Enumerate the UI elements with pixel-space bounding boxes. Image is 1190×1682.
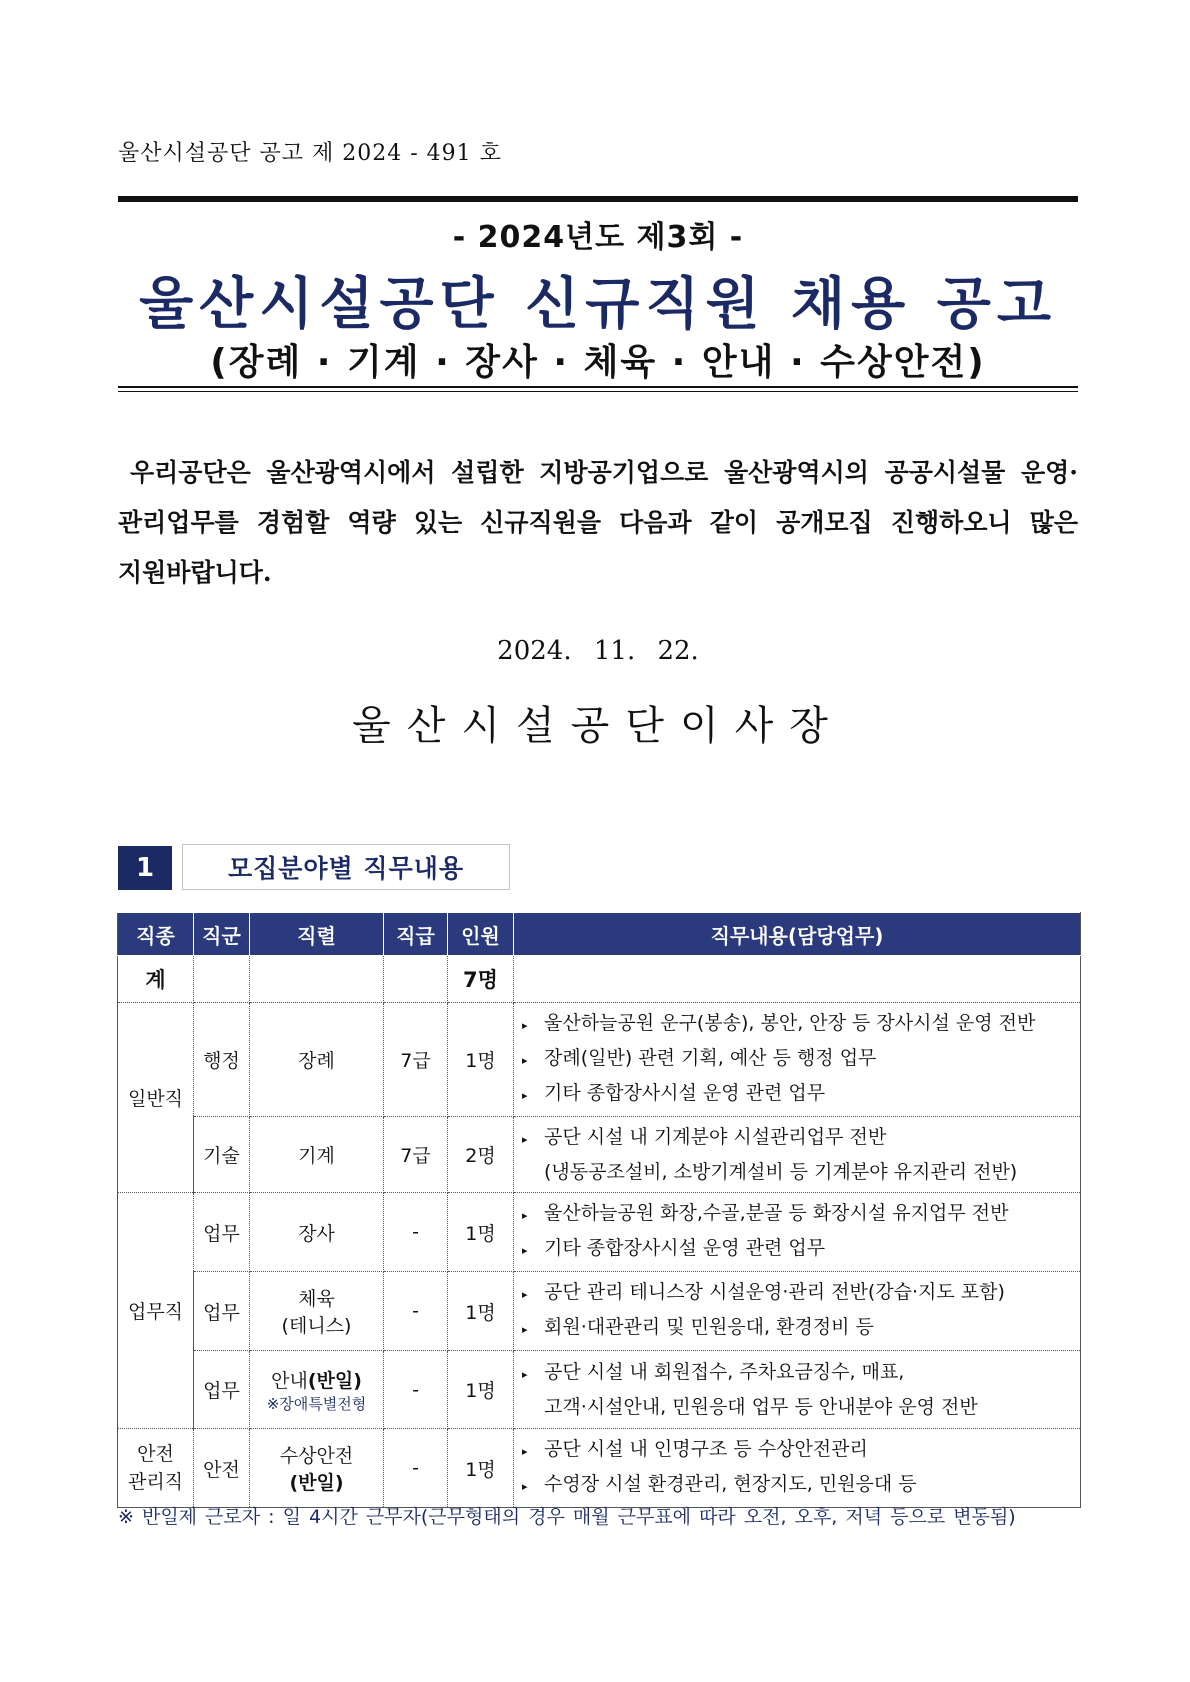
duty-item: ▸ 공단 시설 내 기계분야 시설관리업무 전반 [522, 1121, 1076, 1156]
duty-item: ▸ 기타 종합장사시설 운영 관련 업무 [522, 1077, 1076, 1112]
title-rule [118, 386, 1078, 388]
series-sub: (테니스) [281, 1315, 352, 1337]
job-series-cell: 기계 [250, 1117, 384, 1193]
duty-continuation: 고객·시설안내, 민원응대 업무 등 안내분야 운영 전반 [544, 1396, 978, 1418]
job-series-cell [250, 1272, 384, 1351]
intro-paragraph: 우리공단은 울산광역시에서 설립한 지방공기업으로 울산광역시의 공공시설물 운영·관리업무를 경험할 역량 있는 신규직원을 다음과 같이 공개모집 진행하오니 많은 지원바랍니다. [118, 458, 1078, 587]
table-header-row [118, 913, 1081, 956]
duty-item: ▸ 울산하늘공원 화장,수골,분골 등 화장시설 유지업무 전반 [522, 1197, 1076, 1232]
job-type-cell: 일반직 [118, 1003, 194, 1193]
duty-item: ▸ 장례(일반) 관련 기획, 예산 등 행정 업무 [522, 1042, 1076, 1077]
recruitment-fields: (장례 · 기계 · 장사 · 체육 · 안내 · 수상안전) [210, 342, 986, 383]
table-row [118, 1117, 1081, 1193]
series-note: ※장애특별전형 [266, 1394, 367, 1413]
job-table [117, 912, 1081, 1508]
headcount-cell: 1명 [448, 1351, 514, 1429]
duty-item: ▸ 공단 관리 테니스장 시설운영·관리 전반(강습·지도 포함) [522, 1276, 1076, 1311]
series-name: 수상안전 [279, 1445, 354, 1467]
duties-cell [514, 1429, 1081, 1508]
col-header: 직군 [194, 913, 250, 956]
col-header: 인원 [448, 913, 514, 956]
duty-item: ▸ 울산하늘공원 운구(봉송), 봉안, 안장 등 장사시설 운영 전반 [522, 1007, 1076, 1042]
section-title: 모집분야별 직무내용 [182, 844, 510, 890]
col-header: 직무내용(담당업무) [514, 913, 1081, 956]
series-halfday: (반일) [289, 1472, 344, 1494]
series-name: 체육 [298, 1288, 335, 1310]
duties-cell [514, 1193, 1081, 1272]
job-group-cell: 기술 [194, 1117, 250, 1193]
job-grade-cell: 7급 [384, 1003, 448, 1117]
top-rule [118, 196, 1078, 202]
table-row [118, 1003, 1081, 1117]
halfday-footnote: ※ 반일제 근로자 : 일 4시간 근무자(근무형태의 경우 매월 근무표에 따라 오전, 오후, 저녁 등으로 변동됨) [118, 1506, 1016, 1528]
job-grade-cell: - [384, 1272, 448, 1351]
triangle-right-icon: ▸ [522, 1054, 528, 1067]
col-header: 직급 [384, 913, 448, 956]
job-type-cell: 업무직 [118, 1193, 194, 1429]
table-row [118, 1193, 1081, 1272]
triangle-right-icon: ▸ [522, 1133, 528, 1146]
duty-item: ▸ 공단 시설 내 인명구조 등 수상안전관리 [522, 1433, 1076, 1468]
job-series-cell: 장례 [250, 1003, 384, 1117]
col-header: 직렬 [250, 913, 384, 956]
job-group-cell: 행정 [194, 1003, 250, 1117]
job-grade-cell: - [384, 1351, 448, 1429]
triangle-right-icon: ▸ [522, 1244, 528, 1257]
table-row [118, 1429, 1081, 1508]
job-grade-cell: 7급 [384, 1117, 448, 1193]
duties-cell [514, 1272, 1081, 1351]
triangle-right-icon: ▸ [522, 1445, 528, 1458]
headcount-cell: 2명 [448, 1117, 514, 1193]
job-series-cell [250, 1429, 384, 1508]
job-group-cell: 안전 [194, 1429, 250, 1508]
job-group-cell: 업무 [194, 1193, 250, 1272]
triangle-right-icon: ▸ [522, 1323, 528, 1336]
headcount-cell: 1명 [448, 1003, 514, 1117]
job-grade-cell: - [384, 1193, 448, 1272]
table-row [118, 1351, 1081, 1429]
table-row [118, 1272, 1081, 1351]
duty-item: ▸ 수영장 시설 환경관리, 현장지도, 민원응대 등 [522, 1468, 1076, 1503]
triangle-right-icon: ▸ [522, 1209, 528, 1222]
total-label: 계 [118, 956, 194, 1003]
duty-item: ▸ 회원·대관관리 및 민원응대, 환경정비 등 [522, 1311, 1076, 1346]
job-type-cell: 안전 관리직 [118, 1429, 194, 1508]
triangle-right-icon: ▸ [522, 1019, 528, 1032]
total-count: 7명 [448, 956, 514, 1003]
subtitle: - 2024년도 제3회 - [452, 220, 744, 255]
signer: 울산시설공단이사장 [352, 703, 844, 749]
notice-date: 2024. 11. 22. [497, 636, 699, 666]
headcount-cell: 1명 [448, 1429, 514, 1508]
col-header: 직종 [118, 913, 194, 956]
headcount-cell: 1명 [448, 1272, 514, 1351]
job-grade-cell: - [384, 1429, 448, 1508]
duties-cell [514, 1117, 1081, 1193]
triangle-right-icon: ▸ [522, 1288, 528, 1301]
duties-cell [514, 1351, 1081, 1429]
title-rule-thin [118, 391, 1078, 392]
notice-number: 울산시설공단 공고 제 2024 - 491 호 [118, 141, 502, 166]
job-group-cell: 업무 [194, 1351, 250, 1429]
job-series-cell: 장사 [250, 1193, 384, 1272]
triangle-right-icon: ▸ [522, 1089, 528, 1102]
headcount-cell: 1명 [448, 1193, 514, 1272]
total-row [118, 956, 1081, 1003]
triangle-right-icon: ▸ [522, 1368, 528, 1381]
page-title: 울산시설공단 신규직원 채용 공고 [139, 272, 1057, 337]
job-series-cell [250, 1351, 384, 1429]
triangle-right-icon: ▸ [522, 1480, 528, 1493]
duty-continuation: (냉동공조설비, 소방기계설비 등 기계분야 유지관리 전반) [544, 1161, 1018, 1183]
series-name: 안내 [271, 1369, 308, 1392]
duties-cell [514, 1003, 1081, 1117]
duty-item: ▸ 공단 시설 내 회원접수, 주차요금징수, 매표, [522, 1356, 1076, 1391]
series-halfday: (반일) [307, 1369, 362, 1392]
duty-item: ▸ 기타 종합장사시설 운영 관련 업무 [522, 1232, 1076, 1267]
section-number: 1 [118, 846, 172, 890]
job-group-cell: 업무 [194, 1272, 250, 1351]
